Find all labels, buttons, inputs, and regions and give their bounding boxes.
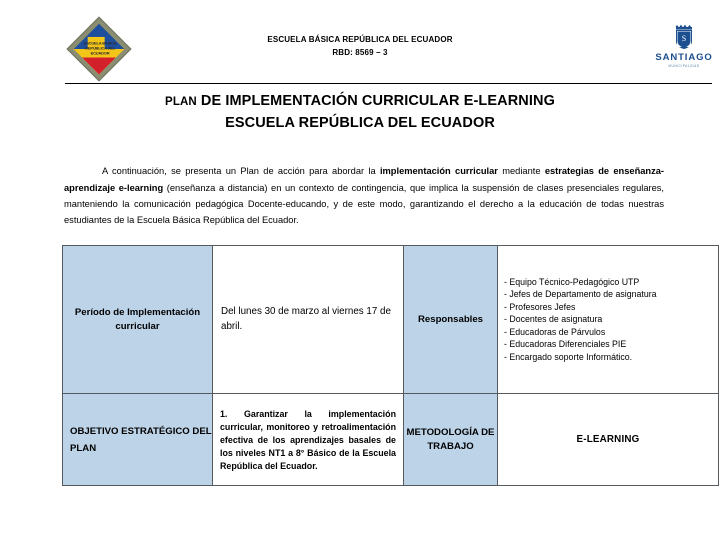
header-school-block xyxy=(170,33,550,59)
header-divider-rule xyxy=(65,83,712,84)
document-header xyxy=(0,0,720,78)
list-item: - Educadoras Diferenciales PIE xyxy=(504,339,627,350)
intro-seg-1: A continuación, se presenta un Plan de acción para abordar la xyxy=(102,166,380,177)
periodo-value-text: Del lunes 30 de marzo al viernes 17 de abril. xyxy=(221,306,391,332)
school-crest-logo xyxy=(70,24,128,76)
header-school-name: ESCUELA BÁSICA REPÚBLICA DEL ECUADOR xyxy=(267,35,453,44)
intro-bold-2: estrategias de enseñanza-aprendizaje e-learning xyxy=(64,166,665,193)
intro-seg-3: (enseñanza a distancia) en un contexto de contingencia, que implica la suspensión de clases presenciales regulares, manteniendo la comunicación pedagógica Docente-educando, y de este modo, garantizando el derecho a la educación de todas nuestras estudiantes de la Escuela Básica República del Ecuador. xyxy=(64,182,664,225)
list-item: - Profesores Jefes xyxy=(504,301,576,312)
list-item: - Jefes de Departamento de asignatura xyxy=(504,289,657,300)
page-title xyxy=(60,91,660,134)
cell-periodo-label xyxy=(63,246,213,394)
responsables-list xyxy=(498,272,718,367)
intro-paragraph xyxy=(64,163,664,228)
header-rbd: RBD: 8569 – 3 xyxy=(332,48,388,57)
santiago-coat-of-arms-icon xyxy=(674,24,694,50)
cell-metodologia-label xyxy=(404,394,498,486)
responsables-label-text: Responsables xyxy=(417,313,484,325)
table-row xyxy=(63,394,719,486)
santiago-municipality-logo xyxy=(650,24,718,68)
periodo-label-text: Período de Implementación curricular xyxy=(74,307,201,332)
cell-metodologia-value xyxy=(498,394,719,486)
crest-label: ESCUELA BÁSICA REPÚBLICA DEL ECUADOR xyxy=(83,40,117,56)
cell-objetivo-label xyxy=(63,394,213,486)
list-item: - Encargado soporte Informático. xyxy=(504,351,633,362)
plan-table xyxy=(62,245,719,486)
cell-periodo-value xyxy=(213,246,404,394)
cell-responsables-label xyxy=(404,246,498,394)
list-item: - Docentes de asignatura xyxy=(504,314,603,325)
cell-objetivo-value xyxy=(213,394,404,486)
page-title-plan-word: PLAN xyxy=(165,96,197,108)
santiago-wordmark: SANTIAGO xyxy=(655,52,713,63)
table-row xyxy=(63,246,719,394)
page-title-line1 xyxy=(60,91,660,113)
metodologia-label-text: METODOLOGÍA DE TRABAJO xyxy=(406,427,495,452)
santiago-subtitle: MUNICIPALIDAD xyxy=(668,64,700,68)
cell-responsables-list xyxy=(498,246,719,394)
svg-text:S: S xyxy=(681,34,687,43)
page-title-line2: ESCUELA REPÚBLICA DEL ECUADOR xyxy=(225,115,495,131)
list-item: - Educadoras de Párvulos xyxy=(504,326,606,337)
list-item: - Equipo Técnico-Pedagógico UTP xyxy=(504,277,640,288)
objetivo-value-text: 1. Garantizar la implementación curricular, monitoreo y retroalimentación efectiva de los aprendizajes basales de los niveles NT1 a 8° Básico de la Escuela República del Ecuador. xyxy=(220,408,396,471)
page-title-line1-rest: DE IMPLEMENTACIÓN CURRICULAR E-LEARNING xyxy=(200,93,555,109)
intro-seg-2: mediante xyxy=(497,166,545,177)
objetivo-label-text: OBJETIVO ESTRATÉGICO DEL PLAN xyxy=(70,425,212,454)
metodologia-value-text: E-LEARNING xyxy=(576,433,640,445)
crest-diamond-shape xyxy=(66,16,131,81)
intro-bold-1: implementación curricular xyxy=(379,166,498,177)
